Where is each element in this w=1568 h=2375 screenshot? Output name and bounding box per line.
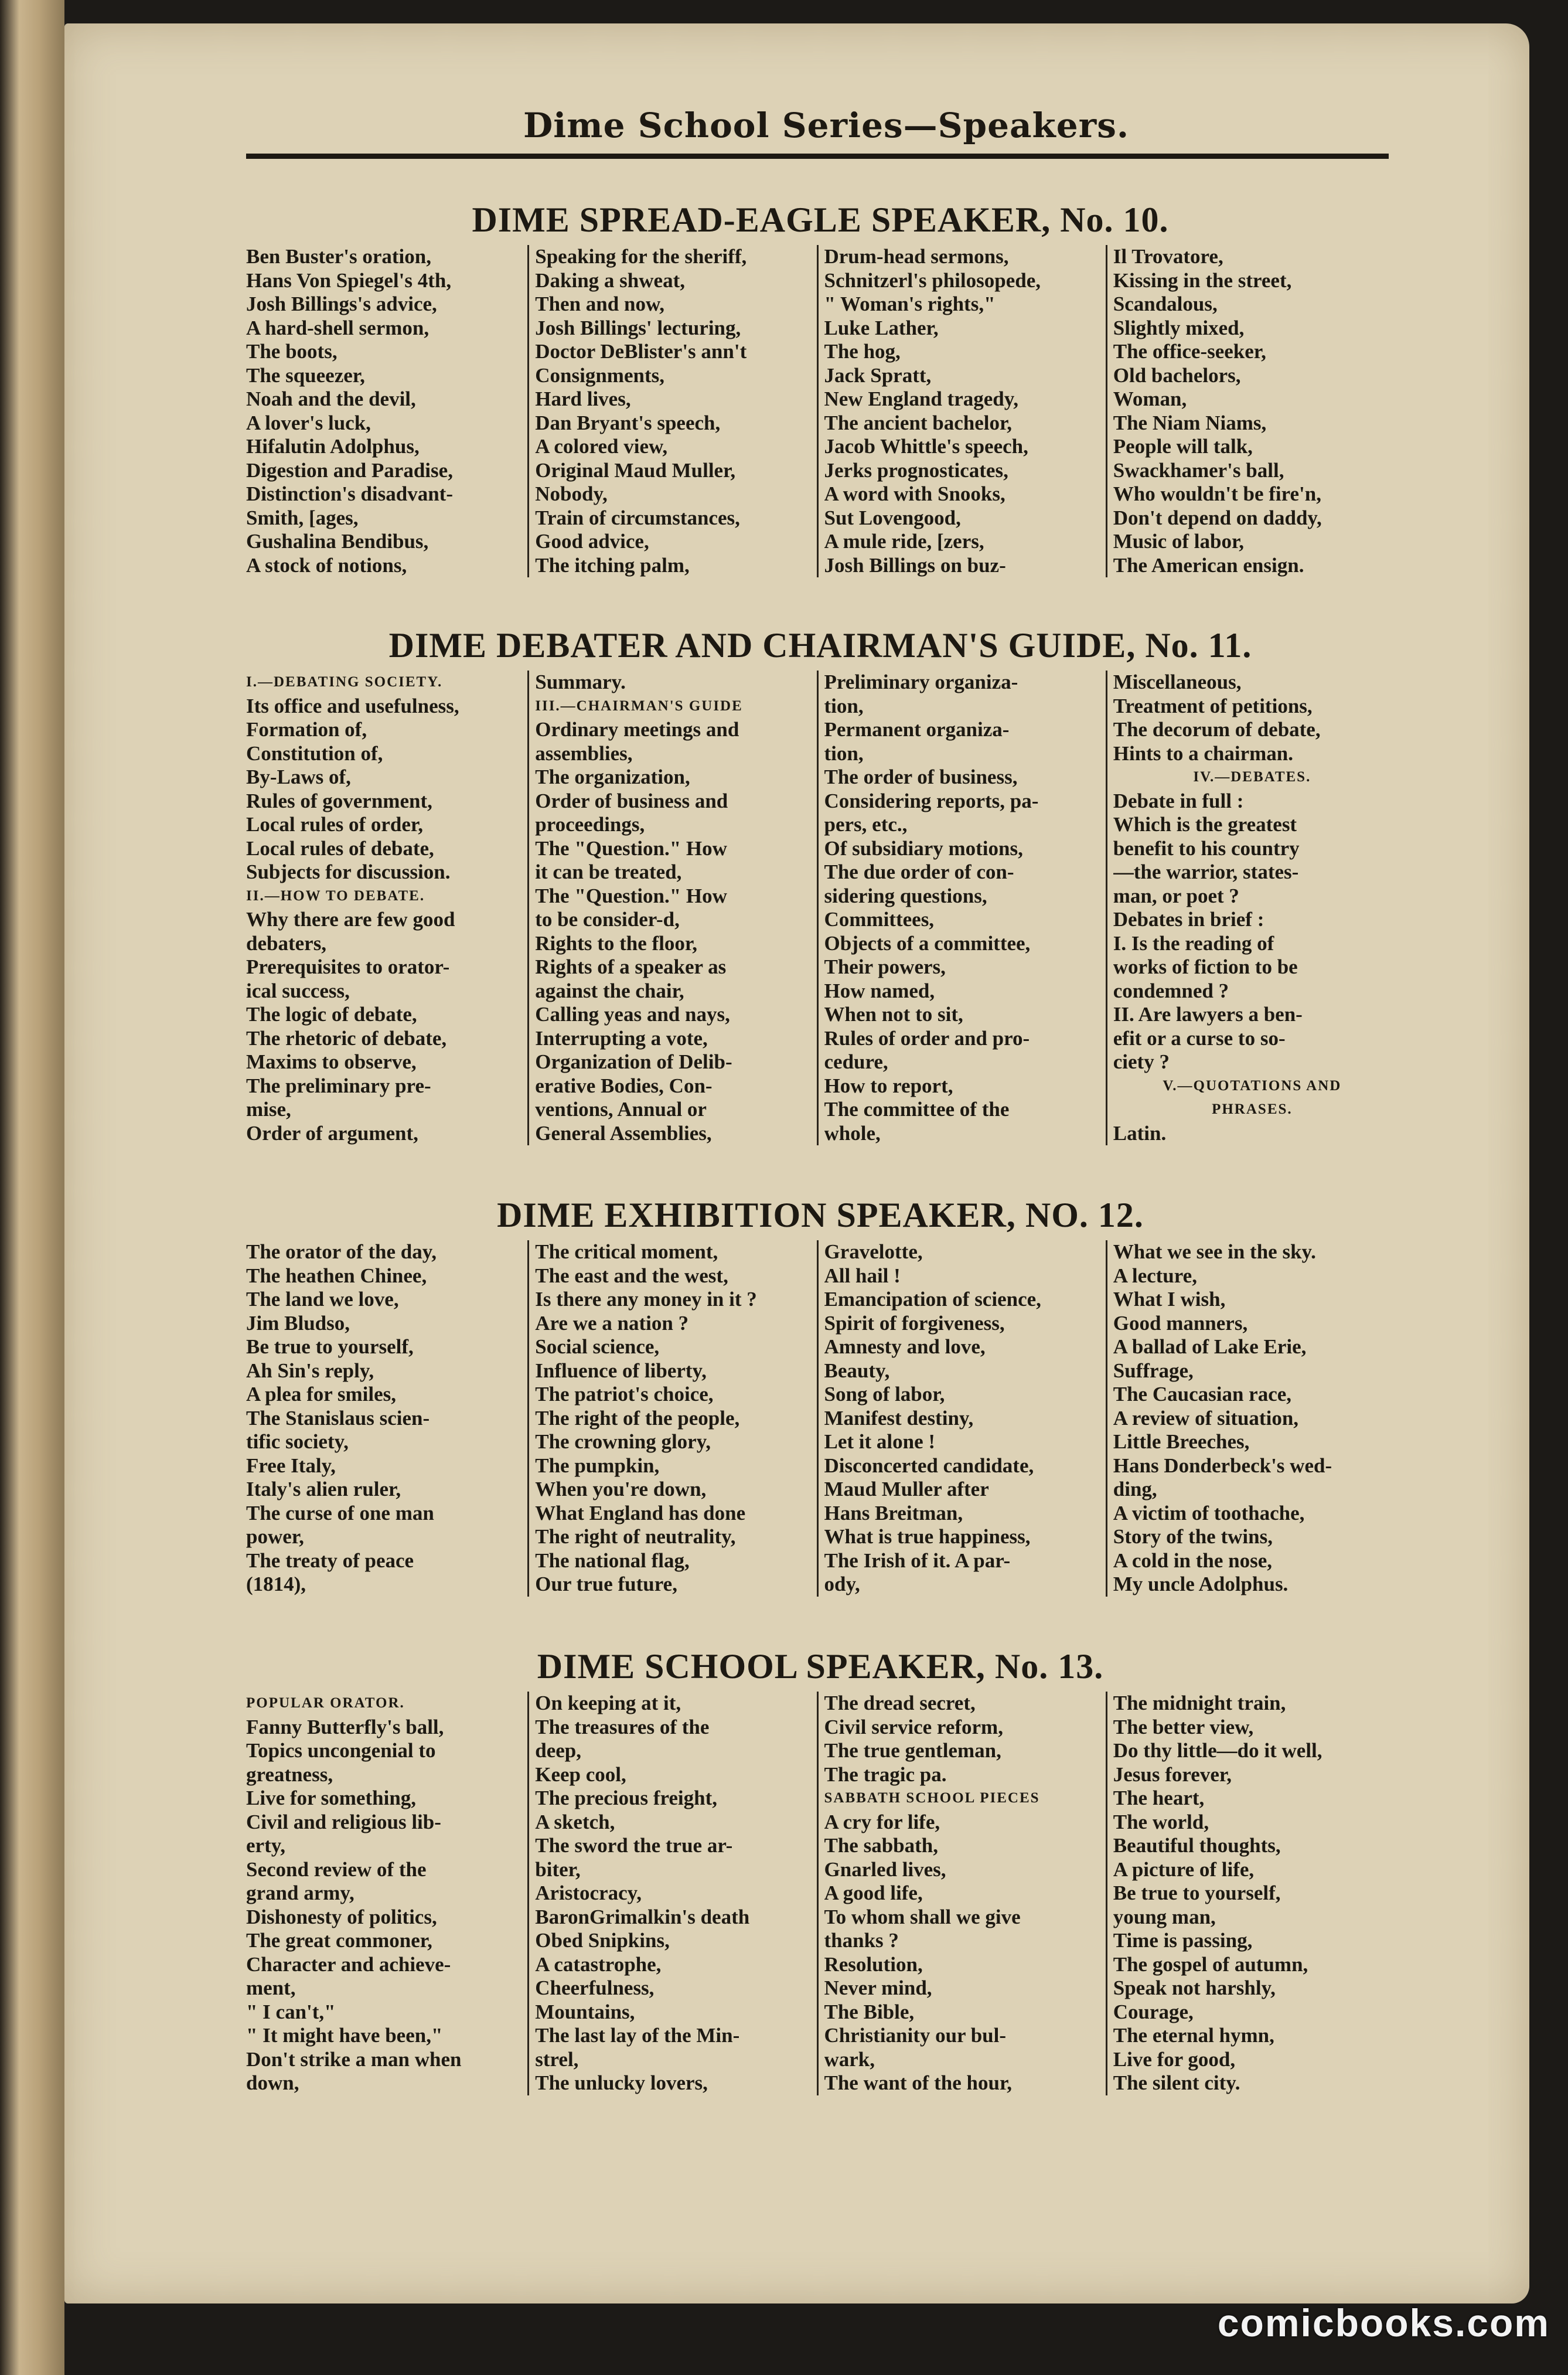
catalog-column <box>246 1240 527 1597</box>
catalog-entry: The committee of the <box>824 1098 1010 1121</box>
section-debater-guide <box>246 620 1395 1145</box>
catalog-entry: to be consider-d, <box>535 908 680 931</box>
catalog-entry: Christianity our bul- <box>824 2024 1007 2047</box>
watermark: comicbooks.com <box>1217 2301 1550 2345</box>
catalog-entry: Interrupting a vote, <box>535 1026 708 1050</box>
catalog-entry: The east and the west, <box>535 1264 728 1287</box>
catalog-entry: Jacob Whittle's speech, <box>824 435 1028 458</box>
catalog-column <box>1106 671 1395 1145</box>
catalog-entry: Dishonesty of politics, <box>246 1905 437 1928</box>
catalog-entry: Old bachelors, <box>1113 363 1241 387</box>
catalog-entry: Subjects for discussion. <box>246 860 451 883</box>
catalog-entry: Which is the greatest <box>1113 813 1297 836</box>
catalog-entry: wark, <box>824 2047 875 2071</box>
catalog-entry: Preliminary organiza- <box>824 671 1018 693</box>
catalog-entry: Order of business and <box>535 789 728 812</box>
catalog-entry: A mule ride, [zers, <box>824 530 984 553</box>
catalog-entry: Do thy little—do it well, <box>1113 1739 1322 1762</box>
catalog-entry: II. Are lawyers a ben- <box>1113 1003 1303 1026</box>
catalog-entry: Hans Von Spiegel's 4th, <box>246 268 452 292</box>
catalog-entry: Josh Billings' lecturing, <box>535 316 741 339</box>
catalog-entry: Local rules of debate, <box>246 836 434 860</box>
catalog-entry: General Assemblies, <box>535 1121 712 1145</box>
catalog-entry: Maxims to observe, <box>246 1050 417 1073</box>
catalog-entry: Aristocracy, <box>535 1881 642 1904</box>
catalog-entry: Committees, <box>824 908 935 931</box>
catalog-entry: The preliminary pre- <box>246 1074 431 1097</box>
catalog-entry: A victim of toothache, <box>1113 1501 1305 1525</box>
catalog-entry: against the chair, <box>535 979 684 1002</box>
catalog-entry: Ordinary meetings and <box>535 718 739 741</box>
catalog-entry: Hans Donderbeck's wed- <box>1113 1454 1332 1477</box>
catalog-entry: New England tragedy, <box>824 387 1019 410</box>
catalog-entry: deep, <box>535 1739 581 1762</box>
catalog-entry: Manifest destiny, <box>824 1406 974 1430</box>
catalog-entry: Who wouldn't be fire'n, <box>1113 482 1321 505</box>
catalog-column <box>817 245 1106 577</box>
catalog-entry: IV.—DEBATES. <box>1193 769 1311 785</box>
catalog-entry: Is there any money in it ? <box>535 1288 757 1311</box>
section-title: DIME SPREAD-EAGLE SPEAKER, No. 10. <box>472 200 1169 239</box>
catalog-entry: Nobody, <box>535 482 608 505</box>
catalog-entry: Good advice, <box>535 530 649 553</box>
catalog-entry: Josh Billings's advice, <box>246 292 437 315</box>
catalog-entry: When not to sit, <box>824 1003 963 1026</box>
catalog-entry: Jesus forever, <box>1113 1762 1232 1786</box>
catalog-entry: Noah and the devil, <box>246 387 416 410</box>
catalog-entry: Josh Billings on buz- <box>824 553 1006 577</box>
catalog-entry: A review of situation, <box>1113 1406 1299 1430</box>
catalog-entry: The treaty of peace <box>246 1549 414 1572</box>
catalog-entry: The rhetoric of debate, <box>246 1026 447 1050</box>
catalog-entry: Character and achieve- <box>246 1952 451 1976</box>
catalog-entry: greatness, <box>246 1762 333 1786</box>
catalog-entry: PHRASES. <box>1212 1101 1293 1117</box>
catalog-entry: A good life, <box>824 1881 923 1904</box>
catalog-entry: Hints to a chairman. <box>1113 741 1293 765</box>
catalog-entry: A lover's luck, <box>246 411 371 434</box>
catalog-entry: A cry for life, <box>824 1810 940 1833</box>
header-rule <box>246 154 1389 159</box>
catalog-entry: Woman, <box>1113 387 1187 410</box>
catalog-entry: Suffrage, <box>1113 1359 1194 1382</box>
catalog-entry: it can be treated, <box>535 860 682 883</box>
catalog-entry: Sut Lovengood, <box>824 506 961 529</box>
catalog-column <box>527 1240 816 1597</box>
catalog-entry: The squeezer, <box>246 363 365 387</box>
catalog-column <box>527 245 816 577</box>
catalog-entry: Debates in brief : <box>1113 908 1264 931</box>
catalog-entry: Beauty, <box>824 1359 890 1382</box>
catalog-entry: Distinction's disadvant- <box>246 482 453 505</box>
catalog-entry: Speaking for the sheriff, <box>535 245 747 268</box>
catalog-entry: grand army, <box>246 1881 354 1904</box>
catalog-entry: The decorum of debate, <box>1113 718 1321 741</box>
catalog-entry: Disconcerted candidate, <box>824 1454 1034 1477</box>
catalog-entry: Keep cool, <box>535 1762 626 1786</box>
catalog-entry: benefit to his country <box>1113 836 1300 860</box>
catalog-entry: Rules of government, <box>246 789 432 812</box>
catalog-entry: Be true to yourself, <box>246 1335 414 1358</box>
catalog-column <box>1106 1692 1395 2095</box>
catalog-entry: erty, <box>246 1834 286 1857</box>
catalog-entry: Schnitzerl's philosopede, <box>824 268 1041 292</box>
catalog-entry: How to report, <box>824 1074 953 1097</box>
catalog-entry: mise, <box>246 1098 291 1121</box>
catalog-entry: Fanny Butterfly's ball, <box>246 1715 444 1738</box>
catalog-entry: Time is passing, <box>1113 1929 1253 1952</box>
catalog-entry: The better view, <box>1113 1715 1254 1738</box>
catalog-column <box>246 1692 527 2095</box>
catalog-entry: efit or a curse to so- <box>1113 1026 1286 1050</box>
catalog-entry: Ah Sin's reply, <box>246 1359 374 1382</box>
catalog-entry: The great commoner, <box>246 1929 432 1952</box>
catalog-entry: Order of argument, <box>246 1121 418 1145</box>
catalog-entry: The pumpkin, <box>535 1454 660 1477</box>
catalog-entry: A hard-shell sermon, <box>246 316 430 339</box>
catalog-entry: Constitution of, <box>246 741 383 765</box>
catalog-entry: Ben Buster's oration, <box>246 245 431 268</box>
catalog-entry: " It might have been," <box>246 2024 443 2047</box>
catalog-entry: works of fiction to be <box>1113 955 1298 978</box>
catalog-entry: " I can't," <box>246 2000 336 2023</box>
catalog-entry: POPULAR ORATOR. <box>246 1695 405 1711</box>
catalog-entry: Summary. <box>535 671 626 693</box>
catalog-entry: The "Question." How <box>535 884 727 907</box>
catalog-entry: The last lay of the Min- <box>535 2024 740 2047</box>
catalog-entry: The unlucky lovers, <box>535 2071 708 2094</box>
catalog-entry: III.—CHAIRMAN'S GUIDE <box>535 697 743 714</box>
catalog-entry: Second review of the <box>246 1857 427 1881</box>
catalog-entry: I. Is the reading of <box>1113 931 1274 955</box>
catalog-entry: What is true happiness, <box>824 1525 1031 1548</box>
catalog-entry: Gravelotte, <box>824 1240 923 1263</box>
catalog-entry: A stock of notions, <box>246 553 407 577</box>
catalog-entry: Live for good, <box>1113 2047 1236 2071</box>
catalog-entry: Influence of liberty, <box>535 1359 707 1382</box>
catalog-entry: The crowning glory, <box>535 1430 711 1453</box>
catalog-entry: SABBATH SCHOOL PIECES <box>824 1790 1040 1806</box>
catalog-entry: When you're down, <box>535 1478 707 1500</box>
catalog-entry: Permanent organiza- <box>824 718 1010 741</box>
catalog-entry: A cold in the nose, <box>1113 1549 1273 1572</box>
catalog-entry: sidering questions, <box>824 884 987 907</box>
catalog-entry: The gospel of autumn, <box>1113 1952 1308 1976</box>
catalog-entry: Smith, [ages, <box>246 506 359 529</box>
catalog-entry: The land we love, <box>246 1288 399 1311</box>
catalog-entry: Daking a shweat, <box>535 268 685 292</box>
catalog-entry: erative Bodies, Con- <box>535 1074 713 1097</box>
section-spread-eagle-speaker <box>246 195 1395 577</box>
catalog-entry: II.—HOW TO DEBATE. <box>246 887 425 904</box>
catalog-entry: Prerequisites to orator- <box>246 955 450 978</box>
catalog-entry: tific society, <box>246 1430 349 1453</box>
catalog-entry: Spirit of forgiveness, <box>824 1311 1005 1335</box>
catalog-entry: Courage, <box>1113 2000 1194 2023</box>
catalog-entry: Maud Muller after <box>824 1478 989 1500</box>
catalog-column <box>817 671 1106 1145</box>
catalog-entry: The organization, <box>535 765 690 788</box>
catalog-entry: Then and now, <box>535 292 665 315</box>
catalog-entry: The tragic pa. <box>824 1762 947 1786</box>
catalog-entry: Let it alone ! <box>824 1430 936 1453</box>
catalog-entry: down, <box>246 2071 299 2094</box>
catalog-entry: The world, <box>1113 1810 1209 1833</box>
catalog-entry: Civil and religious lib- <box>246 1810 441 1833</box>
catalog-entry: ody, <box>824 1573 860 1595</box>
catalog-entry: Cheerfulness, <box>535 1976 655 1999</box>
catalog-entry: proceedings, <box>535 813 645 836</box>
catalog-entry: Italy's alien ruler, <box>246 1478 401 1500</box>
catalog-entry: Mountains, <box>535 2000 635 2023</box>
catalog-entry: assemblies, <box>535 741 633 765</box>
catalog-entry: The American ensign. <box>1113 553 1304 577</box>
catalog-entry: The hog, <box>824 340 901 363</box>
catalog-entry: V.—QUOTATIONS AND <box>1163 1077 1342 1094</box>
catalog-entry: cedure, <box>824 1050 888 1073</box>
catalog-entry: The precious freight, <box>535 1787 718 1809</box>
catalog-entry: Obed Snipkins, <box>535 1929 670 1952</box>
catalog-entry: —the warrior, states- <box>1113 860 1299 883</box>
catalog-column <box>246 245 527 577</box>
catalog-entry: Civil service reform, <box>824 1715 1003 1738</box>
catalog-entry: Song of labor, <box>824 1383 945 1406</box>
catalog-entry: Slightly mixed, <box>1113 316 1245 339</box>
catalog-entry: The eternal hymn, <box>1113 2024 1274 2047</box>
catalog-entry: A sketch, <box>535 1810 615 1833</box>
catalog-entry: Hans Breitman, <box>824 1501 963 1525</box>
catalog-entry: The orator of the day, <box>246 1240 437 1263</box>
catalog-entry: Scandalous, <box>1113 292 1218 315</box>
catalog-entry: How named, <box>824 979 935 1002</box>
catalog-entry: power, <box>246 1525 304 1548</box>
catalog-entry: To whom shall we give <box>824 1905 1021 1928</box>
catalog-entry: Social science, <box>535 1335 660 1358</box>
catalog-entry: Rules of order and pro- <box>824 1026 1030 1050</box>
catalog-entry: The Bible, <box>824 2000 915 2023</box>
catalog-entry: " Woman's rights," <box>824 292 996 315</box>
section-title: DIME EXHIBITION SPEAKER, NO. 12. <box>497 1196 1144 1234</box>
section-school-speaker <box>246 1641 1395 2095</box>
catalog-entry: The national flag, <box>535 1549 690 1572</box>
catalog-entry: Latin. <box>1113 1121 1167 1145</box>
catalog-entry: Swackhamer's ball, <box>1113 458 1284 482</box>
catalog-entry: What we see in the sky. <box>1113 1240 1316 1263</box>
catalog-entry: Hifalutin Adolphus, <box>246 435 420 458</box>
catalog-entry: The heathen Chinee, <box>246 1264 427 1287</box>
catalog-entry: Kissing in the street, <box>1113 268 1292 292</box>
catalog-entry: condemned ? <box>1113 979 1229 1002</box>
catalog-entry: Their powers, <box>824 955 946 978</box>
catalog-entry: The right of neutrality, <box>535 1525 736 1548</box>
catalog-entry: A colored view, <box>535 435 668 458</box>
catalog-entry: Topics uncongenial to <box>246 1739 436 1762</box>
catalog-entry: By-Laws of, <box>246 765 351 788</box>
catalog-column <box>817 1240 1106 1597</box>
catalog-entry: Be true to yourself, <box>1113 1881 1281 1904</box>
catalog-entry: A lecture, <box>1113 1264 1197 1287</box>
catalog-column <box>817 1692 1106 2095</box>
section-exhibition-speaker <box>246 1190 1395 1597</box>
catalog-entry: Treatment of petitions, <box>1113 694 1313 717</box>
catalog-page <box>64 23 1529 2303</box>
catalog-entry: What England has done <box>535 1501 746 1525</box>
catalog-entry: tion, <box>824 741 864 765</box>
catalog-entry: The "Question." How <box>535 836 727 860</box>
catalog-entry: A catastrophe, <box>535 1952 662 1976</box>
catalog-entry: The heart, <box>1113 1787 1205 1809</box>
catalog-entry: A word with Snooks, <box>824 482 1005 505</box>
catalog-entry: young man, <box>1113 1905 1216 1928</box>
page-header: Dime School Series—Speakers. <box>523 106 1130 145</box>
catalog-entry: biter, <box>535 1857 581 1881</box>
catalog-entry: The logic of debate, <box>246 1003 417 1026</box>
catalog-entry: The Caucasian race, <box>1113 1383 1292 1406</box>
catalog-entry: ment, <box>246 1976 296 1999</box>
catalog-entry: Amnesty and love, <box>824 1335 986 1358</box>
catalog-entry: The treasures of the <box>535 1715 710 1738</box>
catalog-column <box>1106 245 1395 577</box>
catalog-entry: Rights of a speaker as <box>535 955 727 978</box>
catalog-entry: Music of labor, <box>1113 530 1245 553</box>
catalog-entry: The critical moment, <box>535 1240 718 1263</box>
catalog-entry: The due order of con- <box>824 860 1014 883</box>
book-spine <box>0 0 64 2375</box>
catalog-entry: Its office and usefulness, <box>246 694 459 717</box>
catalog-entry: Train of circumstances, <box>535 506 740 529</box>
catalog-entry: What I wish, <box>1113 1288 1226 1311</box>
catalog-column <box>527 1692 816 2095</box>
catalog-entry: Gushalina Bendibus, <box>246 530 429 553</box>
catalog-entry: Original Maud Muller, <box>535 458 736 482</box>
section-columns <box>246 1692 1395 2095</box>
catalog-entry: Il Trovatore, <box>1113 245 1223 268</box>
catalog-entry: ventions, Annual or <box>535 1098 707 1121</box>
catalog-entry: Speak not harshly, <box>1113 1976 1276 1999</box>
catalog-entry: Considering reports, pa- <box>824 789 1039 812</box>
catalog-column <box>246 671 527 1145</box>
catalog-entry: pers, etc., <box>824 813 908 836</box>
catalog-entry: Calling yeas and nays, <box>535 1003 730 1026</box>
catalog-entry: Objects of a committee, <box>824 931 1031 955</box>
section-columns <box>246 671 1395 1145</box>
catalog-entry: People will talk, <box>1113 435 1253 458</box>
catalog-entry: Emancipation of science, <box>824 1288 1041 1311</box>
catalog-entry: tion, <box>824 694 864 717</box>
section-columns <box>246 245 1395 577</box>
catalog-column <box>1106 1240 1395 1597</box>
catalog-entry: Formation of, <box>246 718 367 741</box>
catalog-entry: The order of business, <box>824 765 1018 788</box>
catalog-entry: My uncle Adolphus. <box>1113 1573 1289 1595</box>
catalog-entry: On keeping at it, <box>535 1692 681 1714</box>
catalog-entry: thanks ? <box>824 1929 899 1952</box>
catalog-entry: The sabbath, <box>824 1834 939 1857</box>
catalog-entry: Jim Bludso, <box>246 1311 350 1335</box>
catalog-entry: The curse of one man <box>246 1501 434 1525</box>
catalog-entry: Our true future, <box>535 1573 677 1595</box>
catalog-entry: Organization of Delib- <box>535 1050 732 1073</box>
catalog-entry: The midnight train, <box>1113 1692 1286 1714</box>
catalog-entry: Gnarled lives, <box>824 1857 946 1881</box>
catalog-entry: Consignments, <box>535 363 664 387</box>
catalog-entry: Story of the twins, <box>1113 1525 1273 1548</box>
catalog-entry: whole, <box>824 1121 881 1145</box>
catalog-entry: A picture of life, <box>1113 1857 1255 1881</box>
catalog-entry: The itching palm, <box>535 553 690 577</box>
catalog-entry: The ancient bachelor, <box>824 411 1013 434</box>
catalog-entry: The sword the true ar- <box>535 1834 733 1857</box>
catalog-entry: Live for something, <box>246 1787 417 1809</box>
catalog-entry: Local rules of order, <box>246 813 423 836</box>
catalog-entry: The office-seeker, <box>1113 340 1266 363</box>
catalog-entry: Of subsidiary motions, <box>824 836 1023 860</box>
catalog-entry: The want of the hour, <box>824 2071 1013 2094</box>
catalog-entry: Little Breeches, <box>1113 1430 1250 1453</box>
catalog-entry: A ballad of Lake Erie, <box>1113 1335 1307 1358</box>
catalog-entry: Debate in full : <box>1113 789 1244 812</box>
catalog-entry: The Niam Niams, <box>1113 411 1267 434</box>
catalog-entry: debaters, <box>246 931 327 955</box>
catalog-entry: Why there are few good <box>246 908 455 931</box>
catalog-entry: Rights to the floor, <box>535 931 698 955</box>
catalog-entry: man, or poet ? <box>1113 884 1239 907</box>
catalog-entry: The dread secret, <box>824 1692 976 1714</box>
catalog-entry: The silent city. <box>1113 2071 1240 2094</box>
catalog-entry: Jack Spratt, <box>824 363 932 387</box>
catalog-entry: Hard lives, <box>535 387 631 410</box>
catalog-entry: The Stanislaus scien- <box>246 1406 430 1430</box>
catalog-entry: The boots, <box>246 340 338 363</box>
catalog-column <box>527 671 816 1145</box>
section-columns <box>246 1240 1395 1597</box>
catalog-entry: ding, <box>1113 1478 1157 1500</box>
catalog-entry: strel, <box>535 2047 579 2071</box>
catalog-entry: Resolution, <box>824 1952 923 1976</box>
catalog-entry: ciety ? <box>1113 1050 1170 1073</box>
catalog-entry: Digestion and Paradise, <box>246 458 453 482</box>
catalog-entry: The patriot's choice, <box>535 1383 714 1406</box>
catalog-entry: Jerks prognosticates, <box>824 458 1008 482</box>
catalog-entry: Dan Bryant's speech, <box>535 411 721 434</box>
catalog-entry: BaronGrimalkin's death <box>535 1905 750 1928</box>
catalog-entry: The right of the people, <box>535 1406 740 1430</box>
catalog-entry: The true gentleman, <box>824 1739 1001 1762</box>
catalog-entry: Never mind, <box>824 1976 932 1999</box>
catalog-entry: The Irish of it. A par- <box>824 1549 1011 1572</box>
section-title: DIME SCHOOL SPEAKER, No. 13. <box>537 1647 1104 1686</box>
catalog-entry: Doctor DeBlister's ann't <box>535 340 747 363</box>
catalog-entry: (1814), <box>246 1573 306 1595</box>
section-title: DIME DEBATER AND CHAIRMAN'S GUIDE, No. 11. <box>388 626 1252 665</box>
catalog-entry: Are we a nation ? <box>535 1311 689 1335</box>
catalog-entry: Free Italy, <box>246 1454 336 1477</box>
catalog-entry: Good manners, <box>1113 1311 1248 1335</box>
catalog-entry: Drum-head sermons, <box>824 245 1009 268</box>
catalog-entry: ical success, <box>246 979 350 1002</box>
catalog-entry: Beautiful thoughts, <box>1113 1834 1281 1857</box>
catalog-entry: A plea for smiles, <box>246 1383 397 1406</box>
catalog-entry: I.—DEBATING SOCIETY. <box>246 674 443 690</box>
catalog-entry: All hail ! <box>824 1264 901 1287</box>
catalog-entry: Miscellaneous, <box>1113 671 1242 693</box>
catalog-entry: Luke Lather, <box>824 316 939 339</box>
catalog-entry: Don't strike a man when <box>246 2047 462 2071</box>
catalog-entry: Don't depend on daddy, <box>1113 506 1322 529</box>
